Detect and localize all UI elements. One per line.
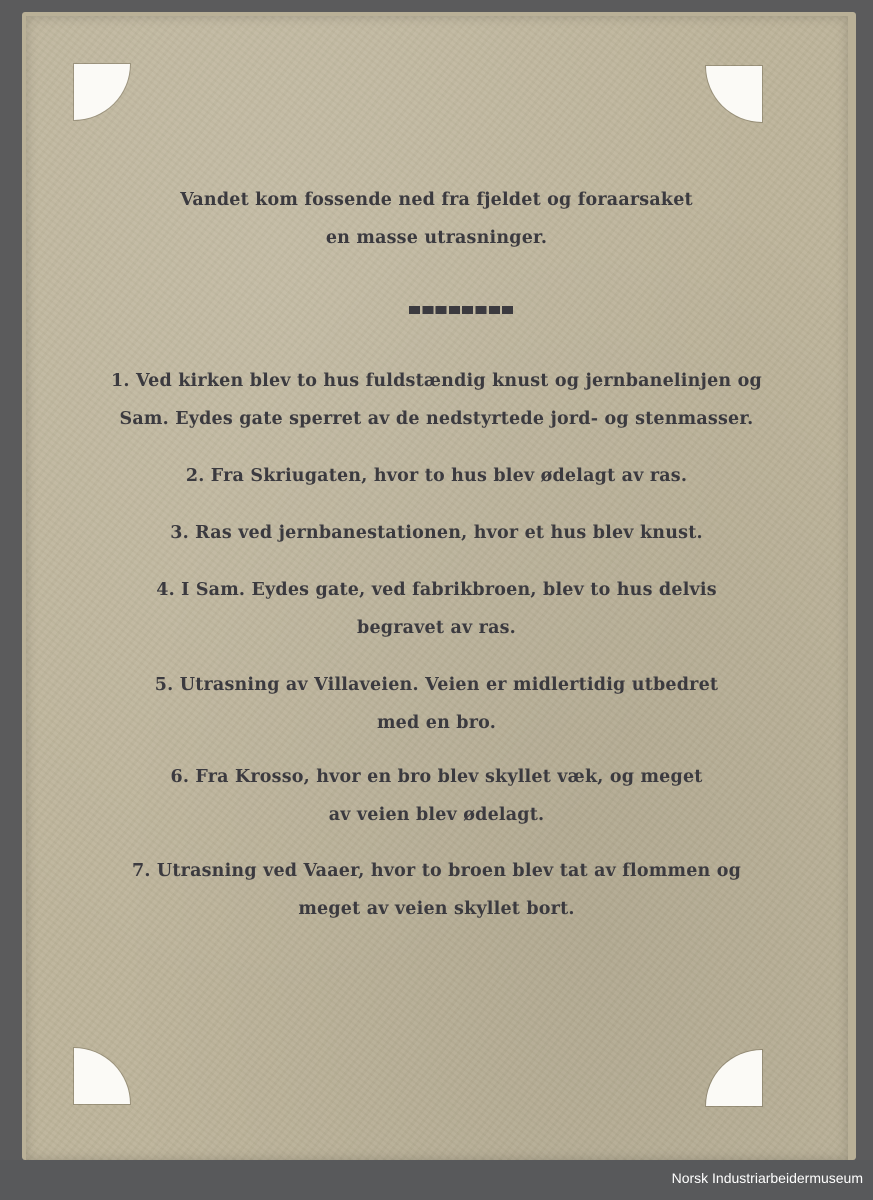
item-7: 7. Utrasning ved Vaaer, hvor to broen blev tat av flommen og meget av veien skyllet bort. — [131, 861, 742, 919]
museum-label: Norsk Industriarbeidermuseum — [671, 1170, 863, 1186]
item-1: 1. Ved kirken blev to hus fuldstændig knust og jernbanelinjen og Sam. Eydes gate sperret av de nedstyrtede jord- og stenmasser. — [111, 371, 762, 429]
footer-bar — [0, 1160, 873, 1200]
item-2: 2. Fra Skriugaten, hvor to hus blev ødelagt av ras. — [185, 466, 688, 486]
item-3: 3. Ras ved jernbanestationen, hvor et hus blev knust. — [170, 523, 703, 543]
item-6: 6. Fra Krosso, hvor en bro blev skyllet væk, og meget av veien blev ødelagt. — [170, 767, 703, 825]
separator-rule — [409, 306, 515, 314]
item-4: 4. I Sam. Eydes gate, ved fabrikbroen, blev to hus delvis begravet av ras. — [156, 580, 717, 638]
intro-text: Vandet kom fossende ned fra fjeldet og foraarsaket en masse utrasninger. — [180, 190, 693, 248]
item-5: 5. Utrasning av Villaveien. Veien er midlertidig utbedret med en bro. — [154, 675, 719, 733]
